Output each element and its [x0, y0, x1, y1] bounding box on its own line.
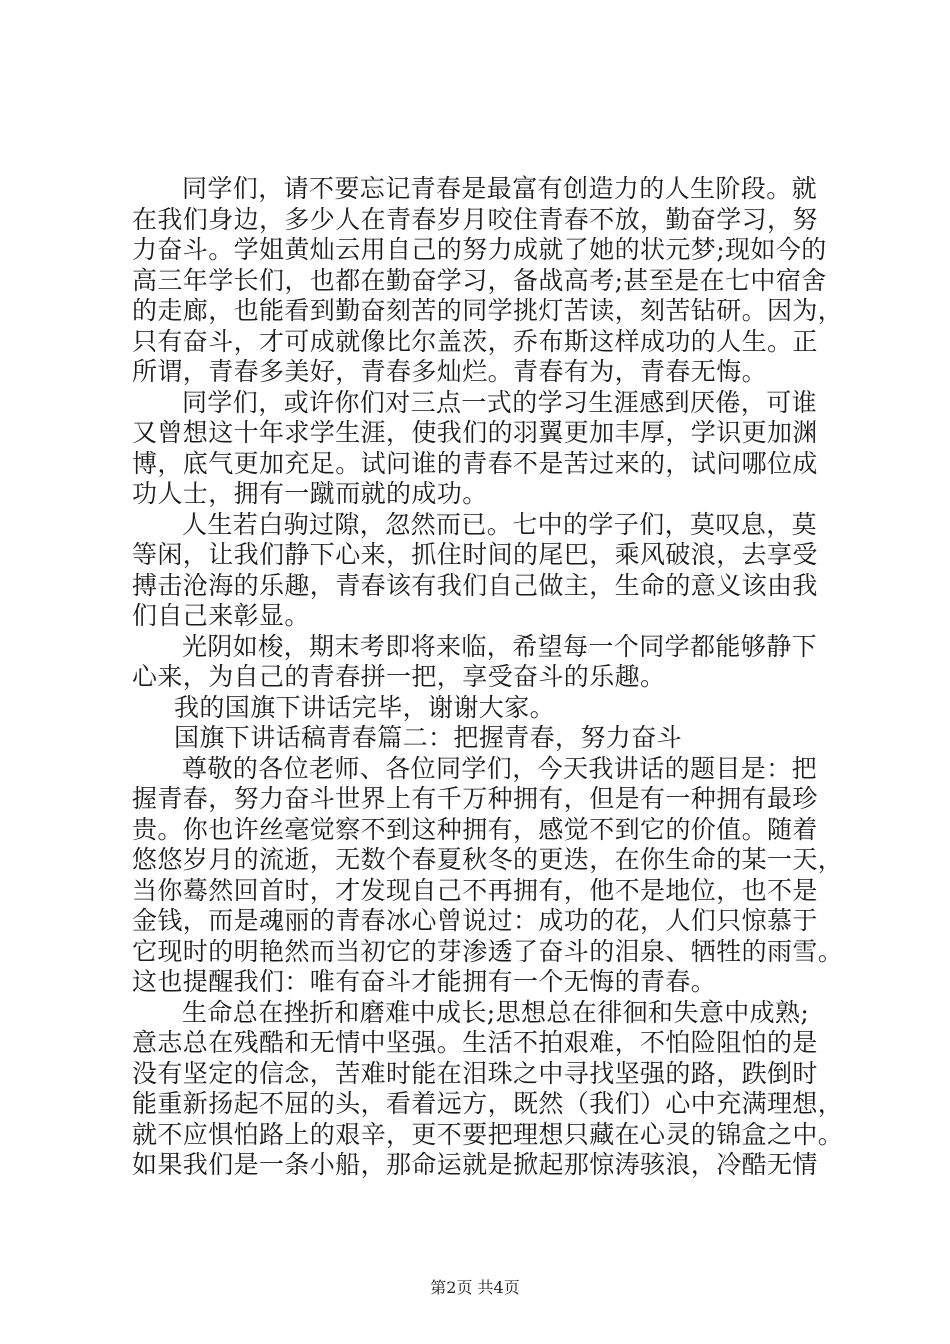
text-line: 功人士，拥有一蹴而就的成功。: [132, 479, 488, 508]
text-line: 力奋斗。学姐黄灿云用自己的努力成就了她的状元梦;现如今的: [132, 235, 827, 264]
text-line: 当你蓦然回首时，才发现自己不再拥有，他不是地位，也不是: [132, 875, 818, 905]
text-line: 在我们身边，多少人在青春岁月咬住青春不放，勤奋学习，努: [132, 204, 818, 234]
text-line: 就不应惧怕路上的艰辛，更不要把理想只藏在心灵的锦盒之中。: [132, 1119, 844, 1149]
text-line: 只有奋斗，才可成就像比尔盖茨，乔布斯这样成功的人生。正: [132, 326, 818, 356]
text-line: 心来，为自己的青春拼一把，享受奋斗的乐趣。: [132, 662, 666, 691]
text-line: 我的国旗下讲话完毕，谢谢大家。: [174, 692, 556, 722]
text-line: 的走廊，也能看到勤奋刻苦的同学挑灯苦读，刻苦钻研。因为，: [132, 296, 844, 325]
text-line: 生命总在挫折和磨难中成长;思想总在徘徊和失意中成熟;: [182, 997, 810, 1027]
text-line: 没有坚定的信念，苦难时能在泪珠之中寻找坚强的路，跌倒时: [132, 1058, 818, 1088]
text-line: 搏击沧海的乐趣，青春该有我们自己做主，生命的意义该由我: [132, 570, 818, 600]
text-line: 贵。你也许丝毫觉察不到这种拥有，感觉不到它的价值。随着: [132, 814, 818, 844]
page-number-footer: 第2页 共4页: [430, 1278, 520, 1297]
text-line: 这也提醒我们：唯有奋斗才能拥有一个无悔的青春。: [132, 967, 717, 996]
text-line: 同学们，或许你们对三点一式的学习生涯感到厌倦，可谁: [182, 387, 818, 417]
text-line: 能重新扬起不屈的头，看着远方，既然（我们）心中充满理想，: [132, 1089, 844, 1118]
text-line: 意志总在残酷和无情中坚强。生活不拍艰难，不怕险阻怕的是: [132, 1028, 818, 1057]
text-line: 又曾想这十年求学生涯，使我们的羽翼更加丰厚，学识更加渊: [132, 418, 818, 447]
text-line: 高三年学长们，也都在勤奋学习，备战高考;甚至是在七中宿舍: [132, 265, 827, 295]
text-line: 握青春，努力奋斗世界上有千万种拥有，但是有一种拥有最珍: [132, 784, 818, 813]
text-line: 所谓，青春多美好，青春多灿烂。青春有为，青春无悔。: [132, 357, 768, 386]
text-line: 等闲，让我们静下心来，抓住时间的尾巴，乘风破浪，去享受: [132, 540, 818, 569]
text-line: 尊敬的各位老师、各位同学们，今天我讲话的题目是：把: [182, 753, 818, 783]
text-line: 如果我们是一条小船，那命运就是掀起那惊涛骇浪，冷酷无情: [132, 1150, 818, 1179]
text-line: 人生若白驹过隙，忽然而已。七中的学子们，莫叹息，莫: [182, 509, 818, 539]
text-line: 悠悠岁月的流逝，无数个春夏秋冬的更迭，在你生命的某一天，: [132, 845, 844, 874]
text-line: 同学们，请不要忘记青春是最富有创造力的人生阶段。就: [182, 174, 818, 203]
text-line: 光阴如梭，期末考即将来临，希望每一个同学都能够静下: [182, 631, 818, 661]
body-text: [132, 174, 844, 1181]
section-heading: 国旗下讲话稿青春篇二：把握青春，努力奋斗: [174, 723, 683, 752]
text-line: 博，底气更加充足。试问谁的青春不是苦过来的，试问哪位成: [132, 448, 818, 478]
text-line: 们自己来彰显。: [132, 601, 310, 630]
text-line: 它现时的明艳然而当初它的芽渗透了奋斗的泪泉、牺牲的雨雪。: [132, 936, 844, 966]
text-line: 金钱，而是魂丽的青春冰心曾说过：成功的花，人们只惊慕于: [132, 906, 818, 935]
